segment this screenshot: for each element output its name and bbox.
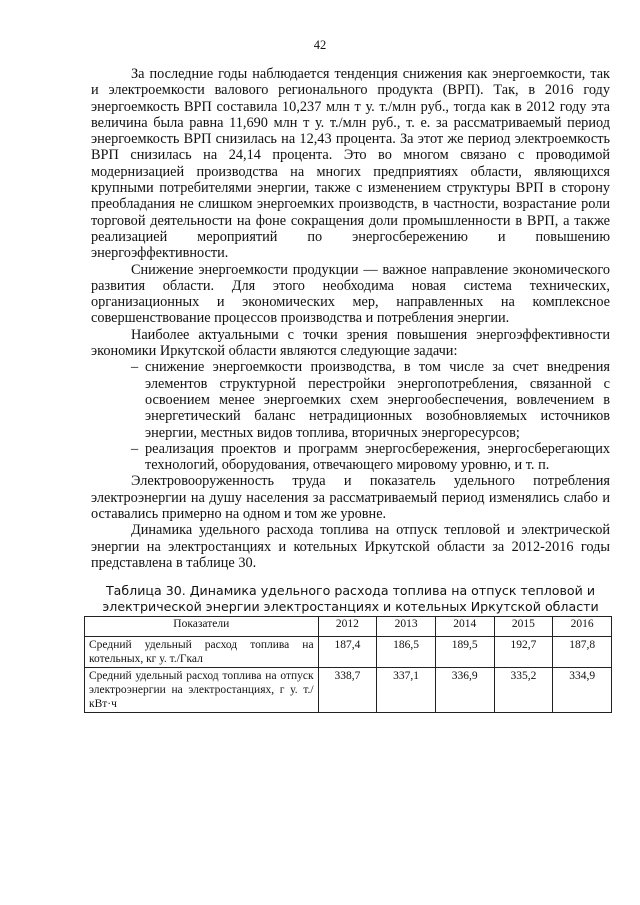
paragraph-energy-intensity: За последние годы наблюдается тенденция снижения как энергоемкости, так и электроемкости валового регионального продукта (ВРП). Так, в 2016 году энергоемкость ВРП составила 10,237 млн т у. т./млн руб., тогда как в 2012 году эта величина была равна 11,690 млн т у. т./млн руб., т. е. за рассматриваемый период энергоемкость ВРП снизилась на 12,43 процента. За этот же период электроемкость ВРП снизилась на 24,14 процента. Это во многом связано с проводимой модернизацией производства на многих предприятиях области, являющихся крупными потребителями энергии, также с изменением структуры ВРП в сторону преобладания не слишком энергоемких производств, в частности, возрастание роли торговой деятельности на фоне сокращения доли промышленности в ВРП, а также реализацией мероприятий по энергосбережению и повышению энергоэффективности. — [91, 66, 610, 262]
column-header-year: 2016 — [553, 617, 612, 637]
page-body — [91, 66, 610, 713]
page-number: 42 — [313, 38, 327, 52]
tasks-list — [91, 359, 610, 473]
table-cell: 187,4 — [318, 637, 377, 668]
list-marker: – — [131, 359, 139, 376]
list-item-text: снижение энергоемкости производства, в том числе за счет внедрения элементов структурной перестройки энергопотребления, связанной с освоением менее энергоемких схем энергообеспечения, вовлечением в энергетический баланс нетрадиционных возобновляемых источников энергии, местных видов топлива, вторичных энергоресурсов; — [145, 359, 610, 441]
column-header-year: 2014 — [435, 617, 494, 637]
list-item-text: реализация проектов и программ энергосбережения, энергосберегающих технологий, оборудования, отвечающего мировому уровню, и т. п. — [145, 440, 610, 474]
table-cell: 192,7 — [494, 637, 553, 668]
table-caption: Таблица 30. Динамика удельного расхода топлива на отпуск тепловой и электрической энергии электростанциях и котельных Иркутской области — [102, 583, 599, 615]
table-cell: 335,2 — [494, 668, 553, 713]
table-cell: 337,1 — [377, 668, 436, 713]
table-cell: 338,7 — [318, 668, 377, 713]
list-marker: – — [131, 440, 139, 457]
paragraph-electro-armament: Электровооруженность труда и показатель удельного потребления электроэнергии на душу населения за рассматриваемый период изменялись слабо и оставались примерно на одном и том же уровне. — [91, 473, 610, 523]
paragraph-reduction: Снижение энергоемкости продукции — важное направление экономического развития области. Для этого необходима новая система технических, организационных и экономических мер, направленных на комплексное совершенствование процессов производства и потребления энергии. — [91, 261, 610, 327]
list-item — [131, 359, 610, 441]
table-cell: 186,5 — [377, 637, 436, 668]
fuel-consumption-table — [84, 616, 612, 713]
paragraph-tasks-intro: Наиболее актуальными с точки зрения повышения энергоэффективности экономики Иркутской области являются следующие задачи: — [91, 326, 610, 360]
list-item — [131, 440, 610, 474]
row-label: Средний удельный расход топлива на отпуск электроэнергии на электростанциях, г у. т./кВт·ч — [85, 668, 319, 713]
column-header-year: 2013 — [377, 617, 436, 637]
table-header-row — [85, 617, 612, 637]
row-label: Средний удельный расход топлива на котельных, кг у. т./Гкал — [85, 637, 319, 668]
paragraph-table-intro: Динамика удельного расхода топлива на отпуск тепловой и электрической энергии на электростанциях и котельных Иркутской области за 2012-2016 годы представлена в таблице 30. — [91, 522, 610, 571]
table-row — [85, 637, 612, 668]
column-header-year: 2015 — [494, 617, 553, 637]
column-header-year: 2012 — [318, 617, 377, 637]
table-cell: 336,9 — [435, 668, 494, 713]
table-row — [85, 668, 612, 713]
table-cell: 189,5 — [435, 637, 494, 668]
column-header-indicators: Показатели — [85, 617, 319, 637]
table-cell: 334,9 — [553, 668, 612, 713]
table-cell: 187,8 — [553, 637, 612, 668]
